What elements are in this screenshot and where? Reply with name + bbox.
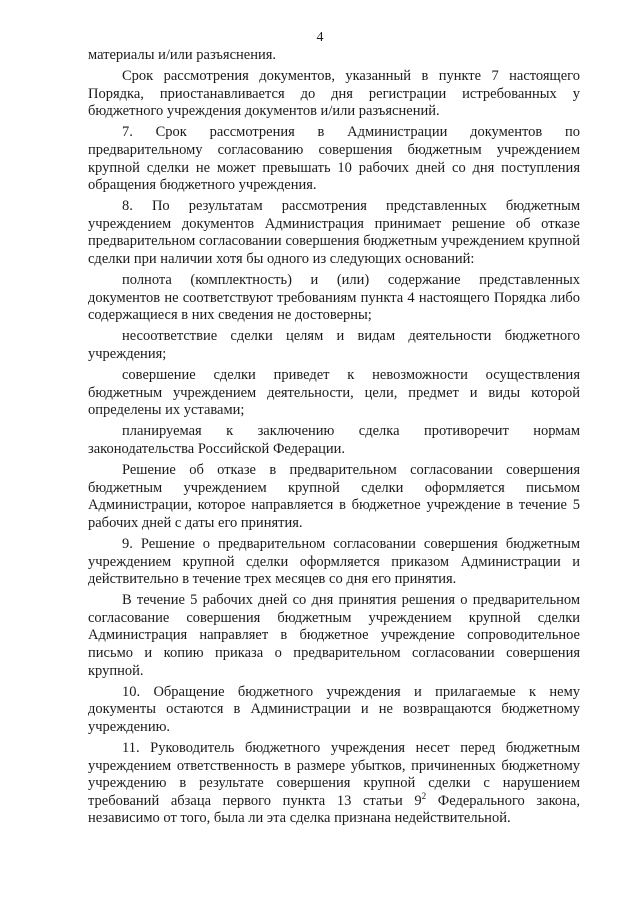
ground-contradicts-law: планируемая к заключению сделка противоречит нормам законодательства Российской Федерации.: [88, 423, 580, 457]
liability-text-start: 11. Руководитель бюджетного учреждения несет перед бюджетным учреждением ответственность в размере убытков, причиненных бюджетному учреждению в результате совершения крупной сделки с нарушением требований абзаца первого пункта 13 статьи 9: [88, 739, 580, 809]
article-superscript: 2: [421, 790, 427, 801]
paragraph-approval-notification: В течение 5 рабочих дней со дня принятия решения о предварительном согласование совершения бюджетным учреждением крупной сделки Администрация направляет в бюджетное учреждение сопроводительное письмо и копию приказа о предварительном согласовании совершения крупной.: [88, 592, 580, 679]
ground-incomplete-documents: полнота (комплектность) и (или) содержание представленных документов не соответствуют требованиям пункта 4 настоящего Порядка либо содержащиеся в них сведения не достоверны;: [88, 272, 580, 324]
paragraph-10-documents-retained: 10. Обращение бюджетного учреждения и прилагаемые к нему документы остаются в Администрации и не возвращаются бюджетному учреждению.: [88, 683, 580, 735]
paragraph-refusal-letter: Решение об отказе в предварительном согласовании совершения бюджетным учреждением крупной сделки оформляется письмом Администрации, которое направляется в бюджетное учреждение в течение 5 рабочих дней с даты его принятия.: [88, 462, 580, 531]
paragraph-8-refusal-grounds: 8. По результатам рассмотрения представленных бюджетным учреждением документов Администрация принимает решение об отказе предварительном согласовании совершения бюджетным учреждением крупной сделки при наличии хотя бы одного из следующих оснований:: [88, 198, 580, 268]
ground-impossible-activity: совершение сделки приведет к невозможности осуществления бюджетным учреждением деятельности, цели, предмет и виды которой определены их уставами;: [88, 367, 580, 419]
page-number: 4: [316, 30, 324, 45]
paragraph-11-director-liability: [88, 740, 580, 828]
paragraph-suspension-of-review: Срок рассмотрения документов, указанный в пункте 7 настоящего Порядка, приостанавливается до дня регистрации истребованных у бюджетного учреждения документов и/или разъяснений.: [88, 68, 580, 120]
liability-text-end: Федерального закона, независимо от того, была ли эта сделка признана недействительной.: [88, 792, 580, 827]
document-body: [88, 47, 580, 831]
paragraph-9-approval-order: 9. Решение о предварительном согласовании совершения бюджетным учреждением крупной сделки оформляется приказом Администрации и действительно в течение трех месяцев со дня его принятия.: [88, 535, 580, 588]
paragraph-continuation: материалы и/или разъяснения.: [88, 47, 277, 63]
ground-inconsistent-purpose: несоответствие сделки целям и видам деятельности бюджетного учреждения;: [88, 328, 580, 362]
paragraph-7-review-period: 7. Срок рассмотрения в Администрации документов по предварительному согласованию совершения бюджетным учреждением крупной сделки не может превышать 10 рабочих дней со дня поступления обращения бюджетного учреждения.: [88, 124, 580, 194]
